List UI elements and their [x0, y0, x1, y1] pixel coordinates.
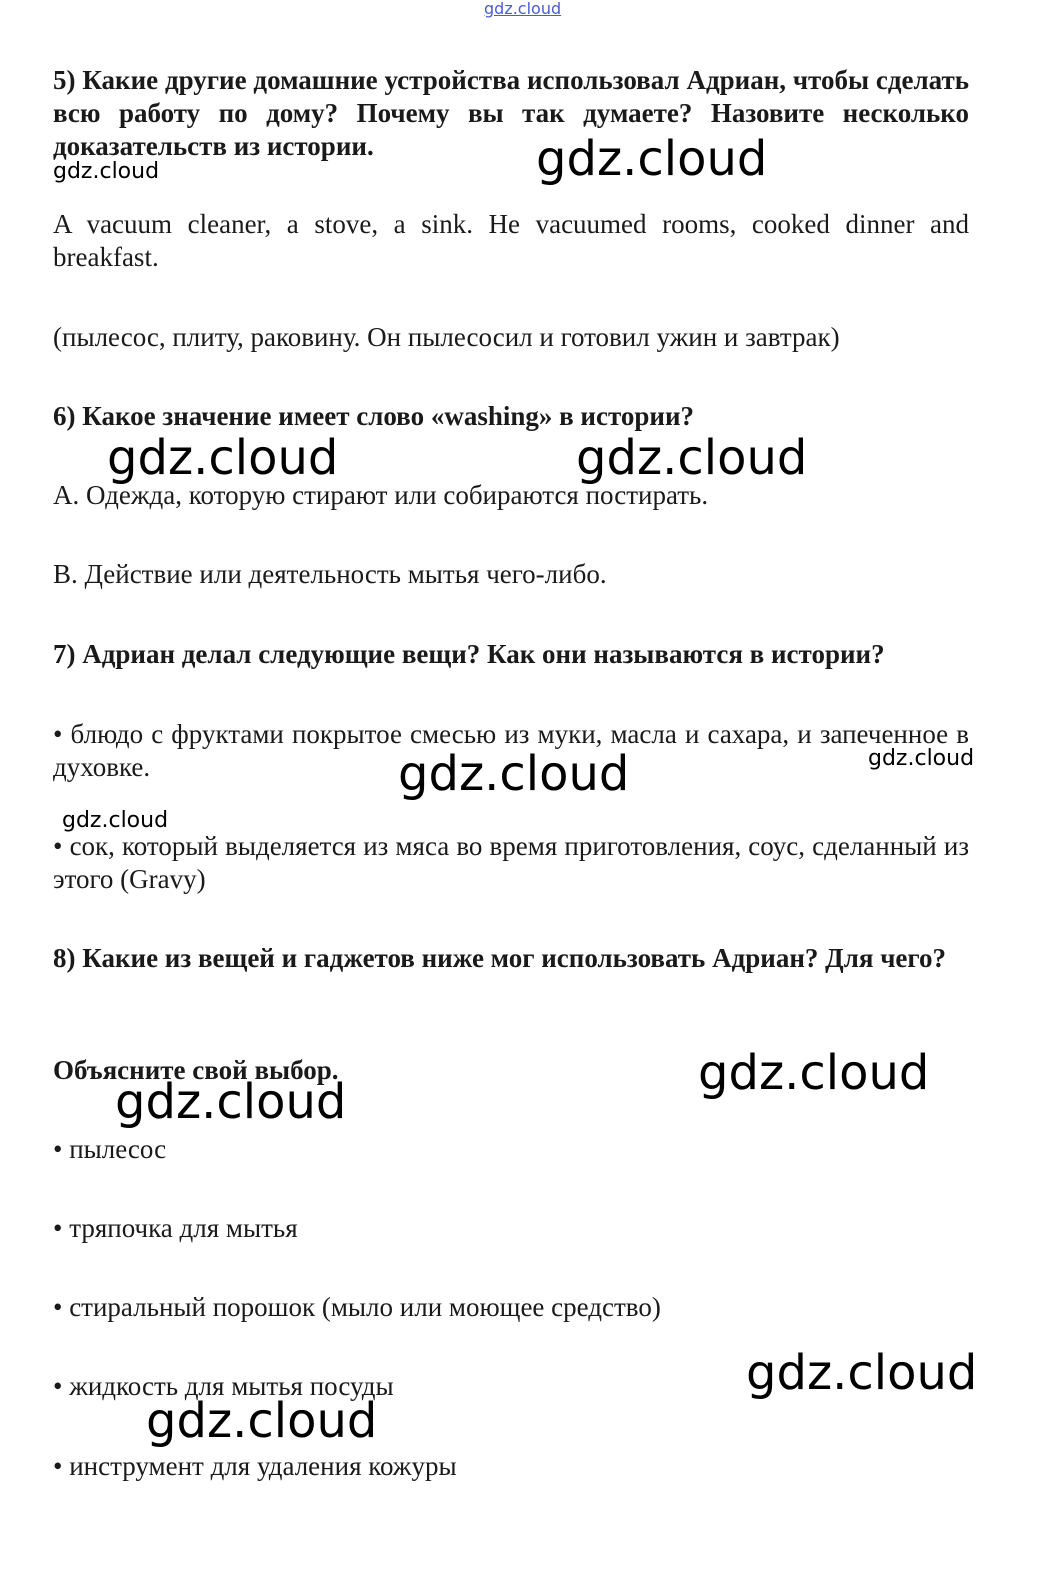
watermark: gdz.cloud: [107, 430, 339, 486]
watermark: gdz.cloud: [536, 131, 768, 187]
list-item: • инструмент для удаления кожуры: [53, 1451, 457, 1481]
answer-5-english: A vacuum cleaner, a stove, a sink. He vacuumed rooms, cooked dinner and breakfast.: [53, 209, 969, 272]
answer-5-russian: (пылесос, плиту, раковину. Он пылесосил и готовил ужин и завтрак): [53, 322, 840, 352]
question-7-item-2: • сок, который выделяется из мяса во время приготовления, соус, сделанный из этого (Gravy): [53, 831, 969, 894]
header-site-link[interactable]: gdz.cloud: [484, 0, 562, 18]
question-6: 6) Какое значение имеет слово «washing» в истории?: [53, 401, 695, 431]
list-item: • стиральный порошок (мыло или моющее средство): [53, 1292, 661, 1322]
watermark: gdz.cloud: [868, 746, 975, 771]
question-7-item-1: • блюдо с фруктами покрытое смесью из муки, масла и сахара, и запеченное в духовке.: [53, 719, 969, 782]
watermark: gdz.cloud: [115, 1074, 347, 1130]
watermark: gdz.cloud: [398, 746, 630, 802]
watermark: gdz.cloud: [53, 159, 160, 184]
question-7: 7) Адриан делал следующие вещи? Как они называются в истории?: [53, 639, 885, 669]
question-8: 8) Какие из вещей и гаджетов ниже мог использовать Адриан? Для чего?: [53, 943, 947, 973]
option-b: В. Действие или деятельность мытья чего-либо.: [53, 559, 607, 589]
option-a: А. Одежда, которую стирают или собираются постирать.: [53, 480, 709, 510]
question-5: 5) Какие другие домашние устройства использовал Адриан, чтобы сделать всю работу по дому? Почему вы так думаете? Назовите несколько доказательств из истории.: [53, 65, 969, 161]
list-item: • тряпочка для мытья: [53, 1213, 298, 1243]
list-item: • жидкость для мытья посуды: [53, 1371, 394, 1401]
watermark: gdz.cloud: [146, 1393, 378, 1449]
watermark: gdz.cloud: [576, 430, 808, 486]
watermark: gdz.cloud: [746, 1345, 978, 1401]
list-item: • пылесос: [53, 1134, 167, 1164]
watermark: gdz.cloud: [698, 1045, 930, 1101]
watermark: gdz.cloud: [62, 808, 169, 833]
question-8-instruction: Объясните свой выбор.: [53, 1055, 339, 1085]
